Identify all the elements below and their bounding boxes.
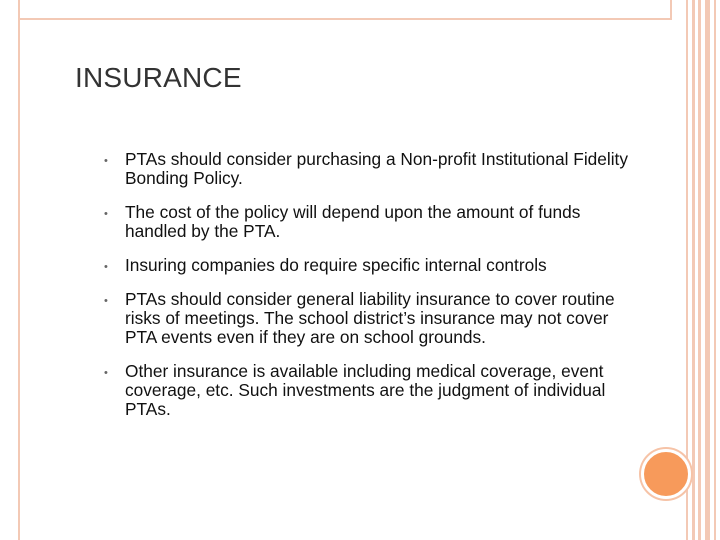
bullet-icon: • — [104, 155, 108, 167]
bullet-text: PTAs should consider purchasing a Non-profit Institutional Fidelity Bonding Policy. — [125, 149, 629, 188]
bullet-text: PTAs should consider general liability insurance to cover routine risks of meetings. The school district’s insurance may not cover PTA events even if they are on school grounds. — [125, 289, 615, 347]
bullet-item — [104, 256, 644, 275]
bullet-icon: • — [104, 208, 108, 220]
bullet-list — [104, 150, 644, 434]
bullet-text: The cost of the policy will depend upon the amount of funds handled by the PTA. — [125, 202, 581, 241]
decorative-top-frame — [18, 0, 672, 20]
bullet-item — [104, 362, 644, 419]
decorative-left-rule — [18, 18, 20, 540]
bullet-icon: • — [104, 367, 108, 379]
bullet-item — [104, 203, 644, 241]
bullet-item — [104, 290, 644, 347]
bullet-icon: • — [104, 261, 108, 273]
bullet-icon: • — [104, 295, 108, 307]
decorative-right-stripes — [686, 0, 720, 540]
slide-title: INSURANCE — [75, 62, 242, 93]
bullet-text: Other insurance is available including medical coverage, event coverage, etc. Such investments are the judgment of individual PTAs. — [125, 361, 606, 419]
bullet-text: Insuring companies do require specific internal controls — [125, 255, 547, 275]
bullet-item — [104, 150, 644, 188]
decorative-orange-circle — [641, 449, 691, 499]
